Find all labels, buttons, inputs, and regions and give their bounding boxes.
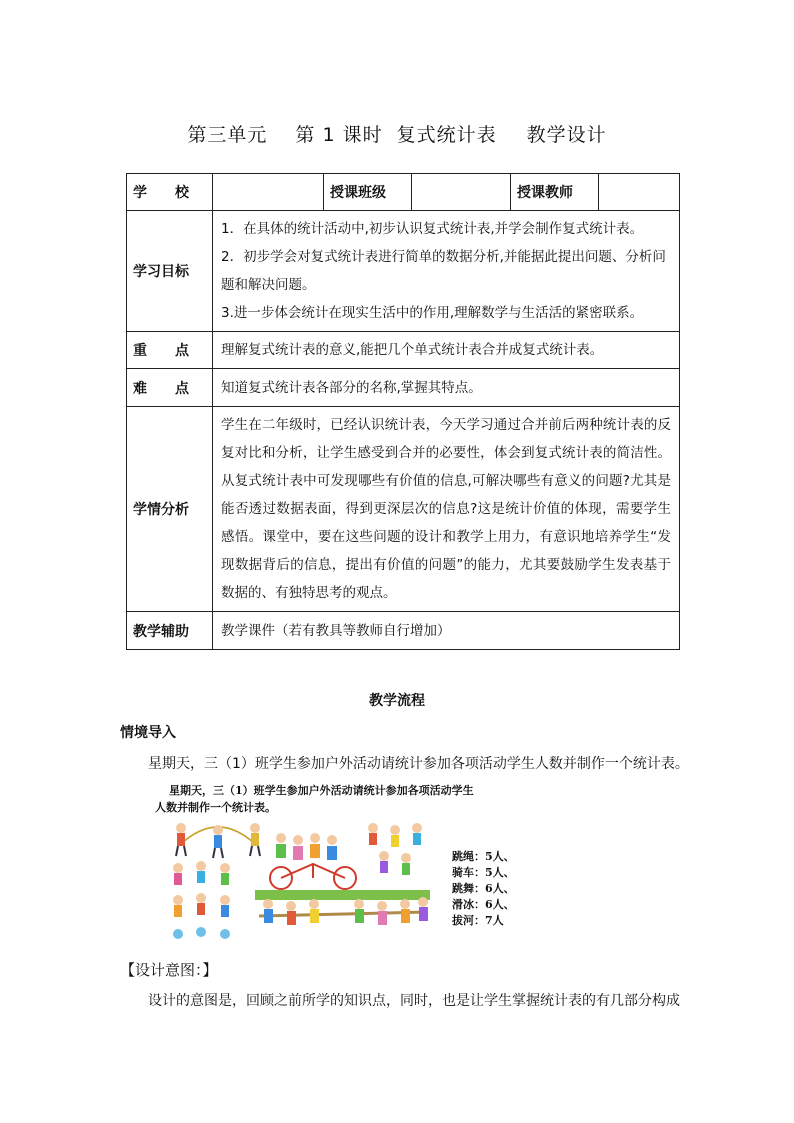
table-row xyxy=(127,612,680,650)
teacher-value[interactable] xyxy=(599,174,680,211)
figure-caption xyxy=(155,782,474,816)
focus-label: 重 点 xyxy=(127,332,213,369)
activity-count-list xyxy=(452,849,515,929)
analysis-text: 学生在二年级时，已经认识统计表，今天学习通过合并前后两种统计表的反复对比和分析，让学生感受到合并的必要性，体会到复式统计表的简洁性。从复式统计表中可发现哪些有价值的信息,可解决哪些有意义的问题?尤其是能否透过数据表面，得到更深层次的信息?这是统计价值的体现，需要学生感悟。课堂中，要在这些问题的设计和教学上用力，有意识地培养学生“发现数据背后的信息，提出有价值的问题”的能力，尤其要鼓励学生发表基于数据的、有独特思考的观点。 xyxy=(213,407,680,612)
table-row xyxy=(127,174,680,211)
focus-text: 理解复式统计表的意义,能把几个单式统计表合并成复式统计表。 xyxy=(213,332,680,369)
goal-item: 1．在具体的统计活动中,初步认识复式统计表,并学会制作复式统计表。 xyxy=(221,221,644,237)
process-title: 教学流程 xyxy=(369,693,425,709)
class-value[interactable] xyxy=(412,174,511,211)
list-item: 跳绳：5人、 xyxy=(452,850,515,863)
class-label: 授课班级 xyxy=(324,174,412,211)
table-row xyxy=(127,407,680,612)
title-lesson: 第 1 课时 xyxy=(295,124,383,146)
children-activities-picture xyxy=(163,816,438,941)
goal-item: 2．初步学会对复式统计表进行简单的数据分析,并能据此提出问题、分析问题和解决问题。 xyxy=(221,249,666,293)
table-row xyxy=(127,369,680,407)
teacher-label: 授课教师 xyxy=(511,174,599,211)
goals-cell xyxy=(213,211,680,332)
table-row xyxy=(127,211,680,332)
list-item: 滑冰：6人、 xyxy=(452,898,515,911)
aids-label: 教学辅助 xyxy=(127,612,213,650)
list-item: 跳舞：6人、 xyxy=(452,882,515,895)
goals-label: 学习目标 xyxy=(127,211,213,332)
school-value[interactable] xyxy=(213,174,324,211)
school-label: 学 校 xyxy=(127,174,213,211)
intro-heading: 情境导入 xyxy=(120,725,176,741)
title-doc-type: 教学设计 xyxy=(526,124,607,146)
aids-text: 教学课件（若有教具等教师自行增加） xyxy=(213,612,680,650)
difficulty-label: 难 点 xyxy=(127,369,213,407)
difficulty-text: 知道复式统计表各部分的名称,掌握其特点。 xyxy=(213,369,680,407)
design-intent-text: 设计的意图是，回顾之前所学的知识点，同时，也是让学生掌握统计表的有几部分构成 xyxy=(148,993,680,1009)
list-item: 骑车：5人、 xyxy=(452,866,515,879)
activity-illustration xyxy=(155,778,520,943)
design-intent-heading: 【设计意图：】 xyxy=(120,961,218,979)
figure-caption-line: 星期天，三（1）班学生参加户外活动请统计参加各项活动学生 xyxy=(169,784,474,797)
title-topic: 复式统计表 xyxy=(396,124,497,146)
table-row xyxy=(127,332,680,369)
lesson-info-table xyxy=(126,173,680,650)
figure-caption-line: 人数并制作一个统计表。 xyxy=(155,801,276,814)
title-unit: 第三单元 xyxy=(187,124,268,146)
page-title xyxy=(0,120,794,147)
goal-item: 3.进一步体会统计在现实生活中的作用,理解数学与生活活的紧密联系。 xyxy=(221,305,644,321)
analysis-label: 学情分析 xyxy=(127,407,213,612)
list-item: 拔河：7人 xyxy=(452,914,504,927)
intro-text: 星期天，三（1）班学生参加户外活动请统计参加各项活动学生人数并制作一个统计表。 xyxy=(148,756,689,772)
